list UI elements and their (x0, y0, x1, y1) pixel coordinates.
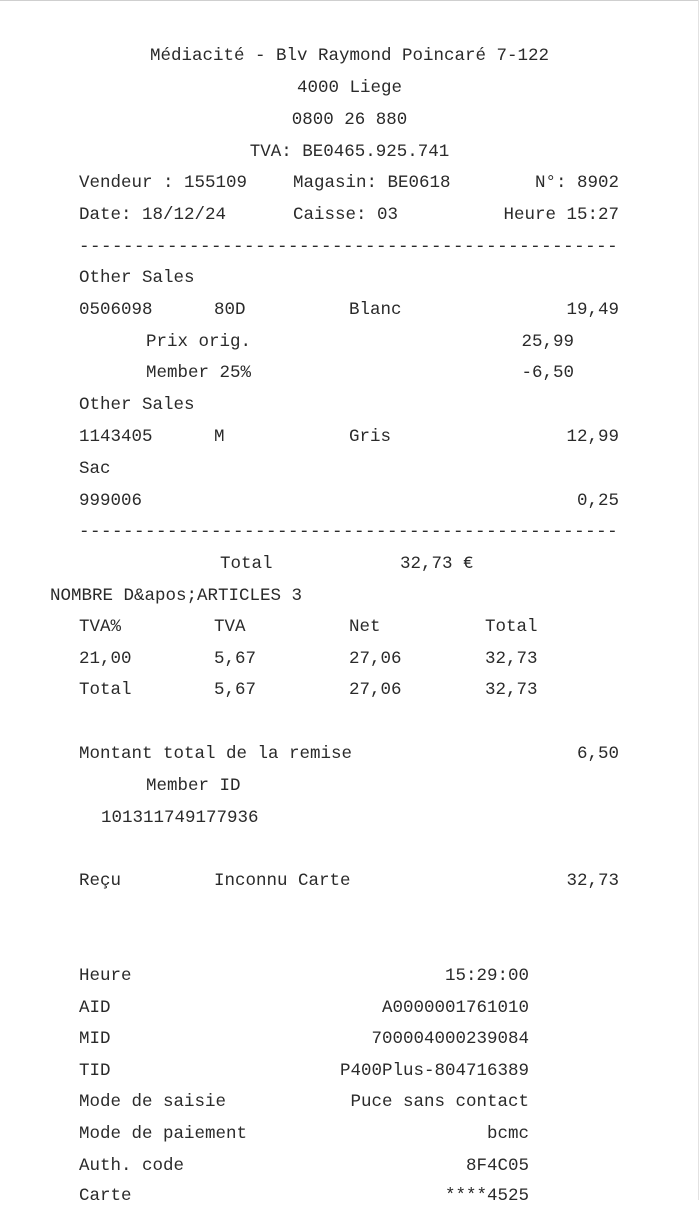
item-color: Blanc (349, 300, 402, 320)
vat-header-rate: TVA% (79, 617, 122, 637)
item-price: 12,99 (566, 427, 619, 447)
payment-method: Inconnu Carte (214, 871, 351, 891)
store-code: Magasin: BE0618 (293, 173, 451, 193)
original-price-label: Prix orig. (146, 332, 252, 352)
card-detail-value: 15:29:00 (444, 966, 529, 986)
vat-total-net: 27,06 (349, 680, 402, 700)
page-top-border (0, 0, 699, 1)
member-discount-label: Member 25% (146, 363, 252, 383)
register-number: Caisse: 03 (293, 205, 399, 225)
total-value: 32,73 € (400, 554, 474, 574)
item-section-label: Other Sales (79, 395, 195, 415)
separator-line (79, 237, 619, 257)
card-detail-label: MID (79, 1029, 111, 1049)
separator-line (79, 522, 619, 542)
store-address: Médiacité - Blv Raymond Poincaré 7-122 (149, 46, 550, 66)
member-id-value: 101311749177936 (101, 808, 259, 828)
store-phone: 0800 26 880 (291, 110, 408, 130)
store-vat-number: TVA: BE0465.925.741 (249, 142, 450, 162)
discount-total-value: 6,50 (576, 744, 619, 764)
vat-row-net: 27,06 (349, 649, 402, 669)
member-id-label: Member ID (146, 776, 241, 796)
item-section-label: Sac (79, 459, 111, 479)
item-code: 999006 (79, 491, 143, 511)
receipt-number: N°: 8902 (534, 173, 619, 193)
vat-header-amount: TVA (214, 617, 246, 637)
card-detail-label: Mode de paiement (79, 1124, 248, 1144)
vat-header-total: Total (485, 617, 538, 637)
receipt-time: Heure 15:27 (503, 205, 619, 225)
vat-total-label: Total (79, 680, 132, 700)
card-detail-value: 8F4C05 (465, 1156, 529, 1176)
vat-row-total: 32,73 (485, 649, 538, 669)
discount-total-label: Montant total de la remise (79, 744, 353, 764)
vendor-id: Vendeur : 155109 (79, 173, 248, 193)
vat-total-total: 32,73 (485, 680, 538, 700)
card-detail-label: Heure (79, 966, 132, 986)
article-count: NOMBRE D&apos;ARTICLES 3 (50, 586, 303, 606)
original-price-value: 25,99 (521, 332, 574, 352)
item-size: M (214, 427, 225, 447)
total-label: Total (220, 554, 273, 574)
vat-row-rate: 21,00 (79, 649, 132, 669)
card-detail-value: bcmc (486, 1124, 529, 1144)
member-discount-value: -6,50 (521, 363, 574, 383)
card-detail-value: 700004000239084 (371, 1029, 529, 1049)
item-section-label: Other Sales (79, 268, 195, 288)
card-detail-value: Puce sans contact (350, 1092, 529, 1112)
item-size: 80D (214, 300, 246, 320)
vat-total-amount: 5,67 (214, 680, 257, 700)
vat-header-net: Net (349, 617, 381, 637)
card-detail-label: TID (79, 1061, 111, 1081)
payment-amount: 32,73 (566, 871, 619, 891)
card-detail-label: Mode de saisie (79, 1092, 227, 1112)
item-price: 19,49 (566, 300, 619, 320)
item-code: 1143405 (79, 427, 153, 447)
payment-received-label: Reçu (79, 871, 122, 891)
receipt-date: Date: 18/12/24 (79, 205, 227, 225)
card-detail-value: P400Plus-804716389 (339, 1061, 529, 1081)
card-detail-value: ****4525 (444, 1186, 529, 1206)
card-detail-label: Auth. code (79, 1156, 185, 1176)
item-code: 0506098 (79, 300, 153, 320)
store-city: 4000 Liege (296, 78, 403, 98)
vat-row-amount: 5,67 (214, 649, 257, 669)
card-detail-label: AID (79, 998, 111, 1018)
item-price: 0,25 (576, 491, 619, 511)
item-color: Gris (349, 427, 392, 447)
card-detail-value: A0000001761010 (381, 998, 529, 1018)
card-detail-label: Carte (79, 1186, 132, 1206)
